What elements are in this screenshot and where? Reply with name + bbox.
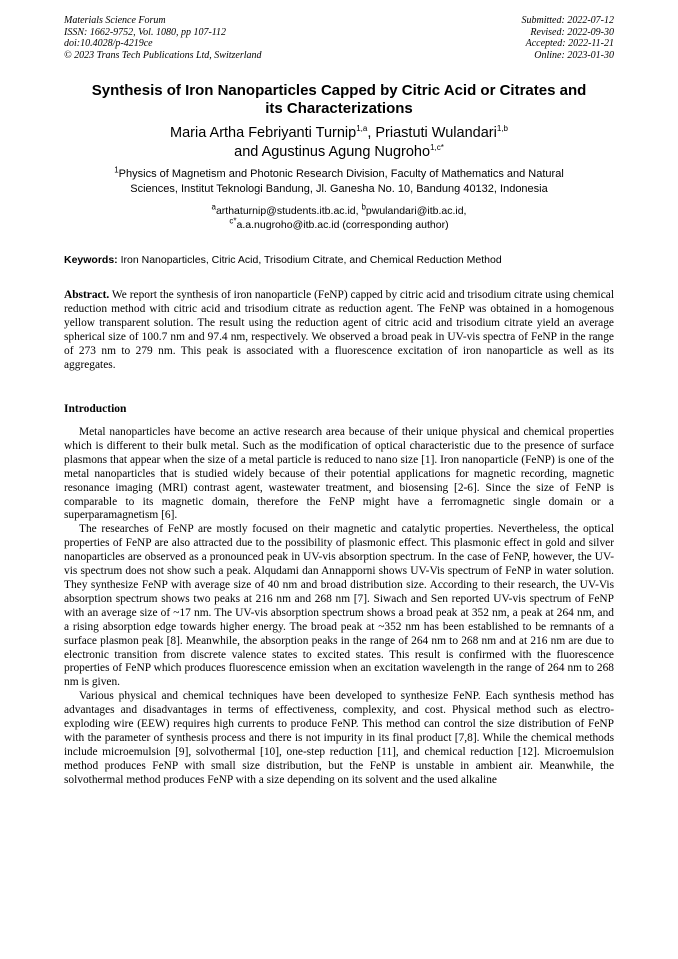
email-address: a.a.nugroho@itb.ac.id (corresponding author) bbox=[236, 219, 449, 231]
affiliation-line-2: Sciences, Institut Teknologi Bandung, Jl. Ganesha No. 10, Bandung 40132, Indonesia bbox=[130, 183, 548, 195]
authors-line-1 bbox=[64, 124, 614, 143]
affiliation-text: Physics of Magnetism and Photonic Research Division, Faculty of Mathematics and Natural bbox=[118, 168, 564, 180]
author-emails bbox=[64, 204, 614, 232]
copyright-line: © 2023 Trans Tech Publications Ltd, Switzerland bbox=[64, 49, 262, 61]
email-mark: a bbox=[211, 202, 216, 212]
abstract-text: We report the synthesis of iron nanoparticle (FeNP) capped by citric acid and trisodium citrate using chemical reduction method with citric acid and trisodium citrate as reduction agent. The FeNP was obtained in a homogenous yellow transparent solution. The result using the reduction agent of citric acid and trisodium citrate yield an average spherical size of 100.7 nm and 97.4 nm, respectively. We observed a broad peak in UV-vis spectra of FeNP in the range of 273 nm to 279 nm. This peak is associated with a fluorescence excitation of iron nanoparticle as well as its aggregates. bbox=[64, 289, 614, 371]
email-address: pwulandari@itb.ac.id, bbox=[365, 205, 467, 217]
title-line-2: its Characterizations bbox=[265, 100, 413, 117]
email-line-1 bbox=[64, 204, 614, 218]
keywords-text: Iron Nanoparticles, Citric Acid, Trisodium Citrate, and Chemical Reduction Method bbox=[117, 254, 502, 266]
author-affiliation-mark: 1,c* bbox=[430, 143, 444, 153]
affiliation-line-1 bbox=[64, 167, 614, 182]
author-list bbox=[64, 124, 614, 162]
paragraph: Metal nanoparticles have become an active research area because of their unique physical and chemical properties which is different to their bulk metal. Such as the modification of optical characteristic due to the presence of surface plasmons that appear when the size of a metal particle is reduced to nano size [1]. Iron nanoparticle (FeNP) is one of the metal nanoparticles that is studied widely because of their potential applications for magnetic recording, magnetic resonance imaging (MRI) contrast agent, wastewater treatment, and biosensing [2-6]. Since the size of FeNP is comparable to its magnetic domain, therefore the FeNP might have a ferromagnetic single domain or a superparamagnetism [6]. bbox=[64, 426, 614, 522]
paragraph: Various physical and chemical techniques have been developed to synthesize FeNP. Each synthesis method has advantages and disadvantages in terms of effectiveness, complexity, and cost. Physical method such as electro-exploding wire (EEW) requires high currents to produce FeNP. This method can control the size distribution of FeNP with the parameter of synthesis process and there is not impurity in its final product [7,8]. While the chemical methods include microemulsion [9], solvothermal [10], one-step reduction [11], and chemical reduction [12]. Microemulsion method produces FeNP with small size distribution, but the FeNP is unstable in ambient air. Meanwhile, the solvothermal method produces FeNP with a size depending on its solvent and the used alkaline bbox=[64, 690, 614, 786]
paragraph: The researches of FeNP are mostly focused on their magnetic and catalytic properties. Nevertheless, the optical properties of FeNP are also attracted due to the possibility of plasmonic effect. This plasmonic effect in gold and silver nanoparticles are observed as a pronounced peak in UV-vis absorption spectrum. In the case of FeNP, however, the UV-vis spectrum does not show such a peak. Alqudami dan Annapporni shows UV-Vis spectrum of FeNP in water solution. They synthesize FeNP with average size of 40 nm and broad distribution size. According to their research, the UV-Vis absorption spectrum shows two peaks at 216 nm and 268 nm [7]. Siwach and Sen reported UV-vis spectrum of FeNP with an average size of ~17 nm. The UV-vis absorption spectrum shows a broad peak at 352 nm, a peak at 264 nm, and a rising absorption edge towards higher energy. The broad peak at ~352 nm has been established to be remnants of a surface plasmon peak [8]. Meanwhile, the absorption peaks in the range of 264 nm to 268 nm and at 216 nm are due to electronic transition from discrete valence states to excited states. This result is confirmed with the fluorescence properties of FeNP which produces fluorescence emission when an excitation wavelength in the range of 264 nm to 268 nm is given. bbox=[64, 523, 614, 689]
author-name: Maria Artha Febriyanti Turnip bbox=[170, 125, 357, 141]
affiliation bbox=[64, 167, 614, 197]
submitted-date: Submitted: 2022-07-12 bbox=[521, 15, 614, 26]
keywords bbox=[64, 253, 624, 267]
email-mark: b bbox=[361, 202, 366, 212]
title-line-1: Synthesis of Iron Nanoparticles Capped by Citric Acid or Citrates and bbox=[91, 82, 587, 99]
doi-line: doi:10.4028/p-4219ce bbox=[64, 38, 153, 49]
online-date: Online: 2023-01-30 bbox=[534, 49, 614, 61]
accepted-date: Accepted: 2022-11-21 bbox=[525, 38, 614, 49]
introduction-body bbox=[64, 426, 614, 788]
email-address: arthaturnip@students.itb.ac.id, bbox=[215, 205, 362, 217]
author-affiliation-mark: 1,b bbox=[496, 124, 508, 134]
authors-line-2 bbox=[64, 143, 614, 162]
section-heading: Introduction bbox=[64, 403, 127, 415]
keywords-label: Keywords: bbox=[64, 254, 118, 266]
paper-title bbox=[64, 82, 614, 118]
journal-name: Materials Science Forum bbox=[64, 15, 166, 26]
email-mark: c* bbox=[229, 216, 237, 226]
author-name: Agustinus Agung Nugroho bbox=[261, 144, 431, 160]
issn-line: ISSN: 1662-9752, Vol. 1080, pp 107-112 bbox=[64, 26, 227, 38]
abstract bbox=[64, 289, 614, 372]
journal-info bbox=[64, 15, 262, 61]
email-line-2 bbox=[64, 218, 614, 232]
affiliation-mark: 1 bbox=[114, 165, 119, 175]
author-affiliation-mark: 1,a bbox=[356, 124, 368, 134]
revised-date: Revised: 2022-09-30 bbox=[530, 26, 614, 38]
author-and: and bbox=[234, 144, 262, 160]
author-name: Priastuti Wulandari bbox=[375, 125, 497, 141]
abstract-label: Abstract. bbox=[64, 289, 110, 301]
author-separator: , bbox=[367, 125, 376, 141]
publication-dates bbox=[522, 15, 615, 61]
